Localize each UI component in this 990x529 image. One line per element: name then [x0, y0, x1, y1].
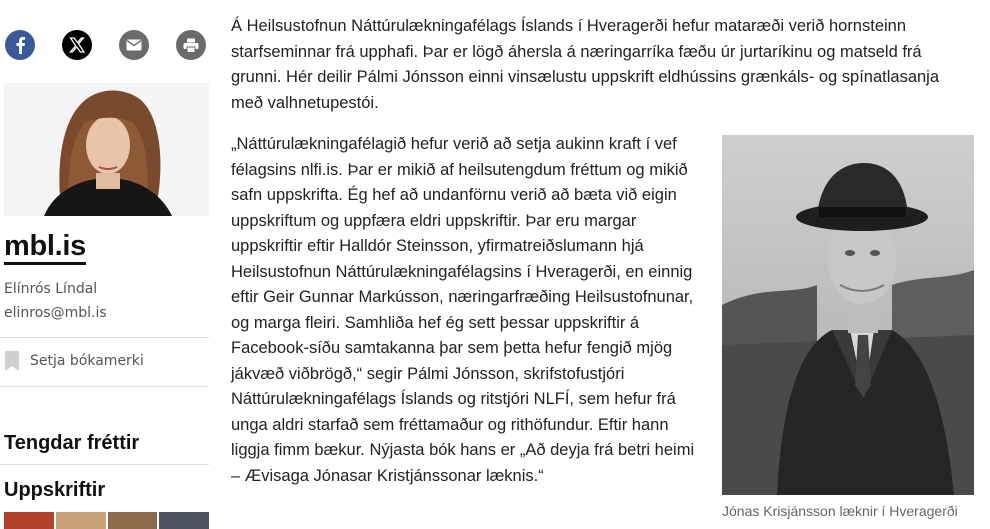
related-news-heading: Tengdar fréttir: [4, 432, 140, 454]
article-body-paragraph: „Náttúrulækningafélagið hefur verið að setja aukinn kraft í vef félagsins nlfi.is. Þar er mikið af heilsutengdum fréttum og mikið safn uppskrifta. Ég hef að undanförnu verið að bæta við eigin uppskriftum og uppfæra eldri uppskriftir. Þar eru margar uppskriftir eftir Halldór Steinsson, yfirmatreiðslumann hjá Heilsustofnun Náttúrulækningafélagsins í Hveragerði, en einnig eftir Geir Gunnar Markússon, næringarfræðing Heilsustofnunar, og marga fleiri. Samhliða hef ég sett þessar uppskriftir á Facebook-síðu samtakanna þar sem þetta hefur fengið mjög jákvæð viðbrögð,“ segir Pálmi Jónsson, skrifstofustjóri Náttúrulækningafélags Íslands og ritstjóri NLFÍ, sem hefur frá unga aldri starfað sem fréttamaður og rithöfundur. Eftir hann liggja fimm bækur. Nýjasta bók hans er „Að deyja frá betri heimi – Ævisaga Jónasar Kristjánssonar læknis.“: [231, 135, 695, 485]
article-photo[interactable]: [722, 135, 974, 495]
share-x-button[interactable]: [62, 30, 92, 60]
bookmark-button[interactable]: [4, 349, 204, 373]
recipe-thumbnail[interactable]: [4, 512, 54, 529]
author-email[interactable]: elinros@mbl.is: [4, 305, 107, 321]
photo-caption: Jónas Krisjánsson læknir í Hveragerði: [722, 503, 958, 519]
facebook-icon: [13, 36, 27, 54]
x-icon: [69, 37, 85, 53]
bookmark-label: Setja bókamerki: [30, 353, 144, 369]
share-facebook-button[interactable]: [5, 30, 35, 60]
recipe-thumbnail[interactable]: [159, 512, 209, 529]
author-name[interactable]: Elínrós Líndal: [4, 281, 98, 297]
print-button[interactable]: [176, 30, 206, 60]
article-lead-paragraph: Á Heilsustofnun Náttúrulækningafélags Íslands í Hveragerði hefur mataræði verið hornsteinn starfseminnar frá upphafi. Þar er lögð áhersla á næringarríka fæðu úr jurtaríkinu og matseld frá grunni. Hér deilir Pálmi Jónsson einni vinsælustu uppskrift eldhússins grænkáls- og spínatlasanja með valhnetupestói.: [231, 17, 940, 112]
recipe-thumbnails: [4, 512, 209, 529]
share-buttons: [5, 30, 205, 66]
author-photo: [4, 83, 209, 216]
recipe-thumbnail[interactable]: [108, 512, 158, 529]
recipe-thumbnail[interactable]: [56, 512, 106, 529]
sidebar-divider: [0, 337, 209, 338]
sidebar-divider: [0, 386, 209, 387]
article-lead: [231, 14, 971, 116]
recipes-heading: Uppskriftir: [4, 479, 106, 501]
sidebar-divider: [0, 464, 209, 465]
site-logo[interactable]: mbl.is: [4, 230, 86, 265]
mail-icon: [126, 39, 142, 51]
printer-icon: [183, 38, 199, 53]
author-sidebar: [0, 0, 210, 529]
bookmark-icon: [4, 350, 20, 372]
share-email-button[interactable]: [119, 30, 149, 60]
